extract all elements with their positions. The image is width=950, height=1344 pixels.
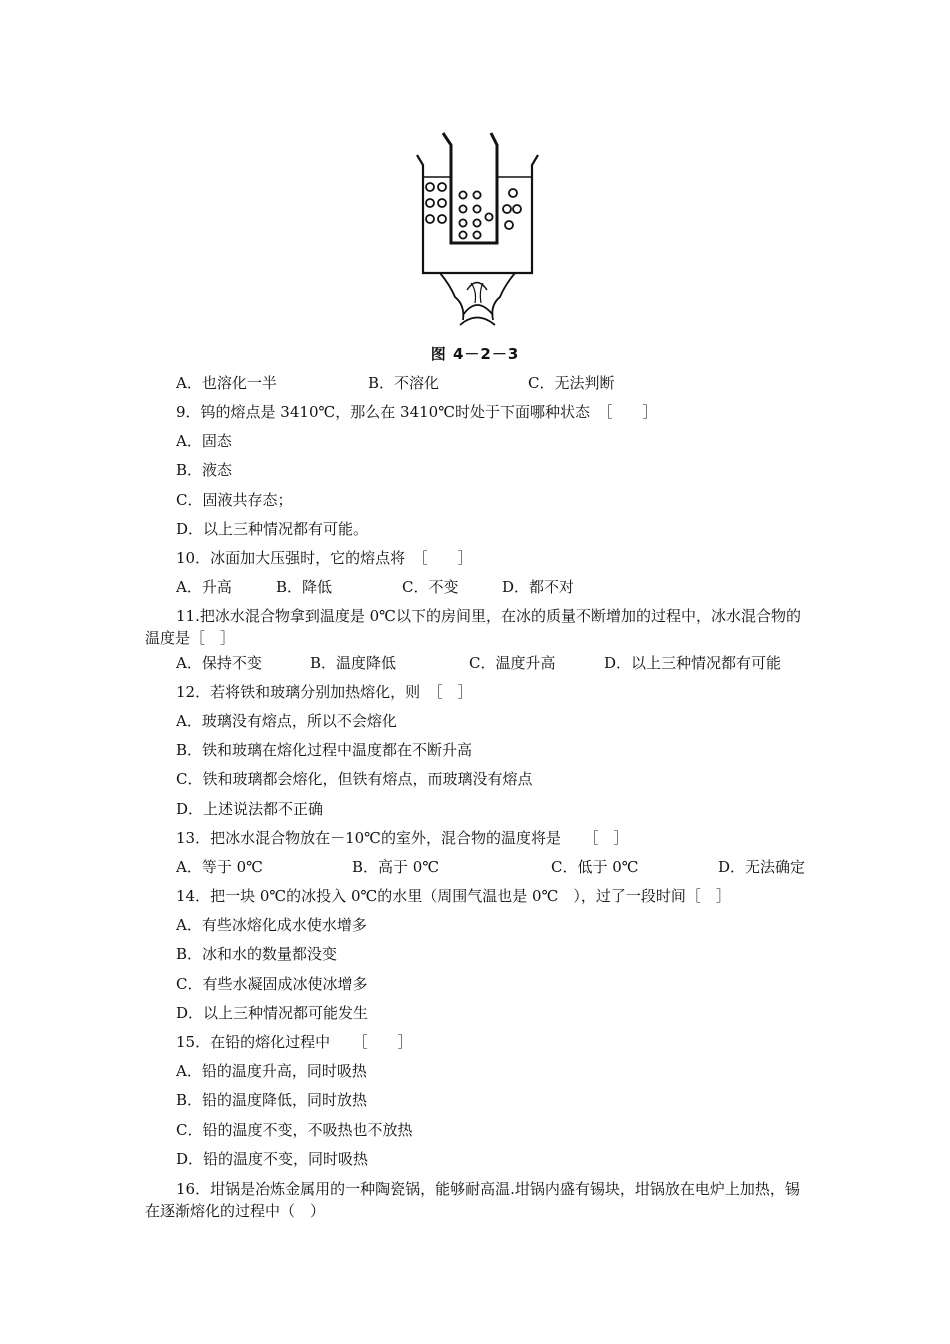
q10-option-a: A．升高 [176, 578, 232, 596]
q10-stem: 10．冰面加大压强时，它的熔点将 ［ ］ [176, 549, 473, 567]
q12-stem: 12．若将铁和玻璃分别加热熔化，则 ［ ］ [176, 683, 473, 701]
q12-option-b: B．铁和玻璃在熔化过程中温度都在不断升高 [176, 741, 473, 759]
q11-option-b: B．温度降低 [310, 654, 397, 672]
q9-option-d: D．以上三种情况都有可能。 [176, 520, 369, 538]
q8-option-c: C．无法判断 [528, 374, 615, 392]
q16-stem: 16．坩锅是冶炼金属用的一种陶瓷锅，能够耐高温.坩锅内盛有锡块，坩锅放在电炉上加热，锡在逐渐熔化的过程中（ ） [145, 1180, 800, 1220]
q11-option-a: A．保持不变 [176, 654, 262, 672]
q9-option-b: B．液态 [176, 461, 233, 479]
q14-option-a: A．有些冰熔化成水使水增多 [176, 916, 367, 934]
figure-caption: 图 4－2－3 [430, 345, 520, 363]
q9-option-a: A．固态 [176, 432, 232, 450]
q13-option-d: D．无法确定 [718, 858, 806, 876]
q10-option-b: B．降低 [276, 578, 333, 596]
beaker-heating-figure [405, 125, 550, 335]
q14-option-c: C．有些水凝固成冰使冰增多 [176, 975, 368, 993]
q8-option-b: B．不溶化 [368, 374, 440, 392]
q15-option-a: A．铅的温度升高，同时吸热 [176, 1062, 367, 1080]
q14-option-b: B．冰和水的数量都没变 [176, 945, 338, 963]
q11-option-c: C．温度升高 [469, 654, 556, 672]
q15-option-c: C．铅的温度不变，不吸热也不放热 [176, 1121, 413, 1139]
q9-option-c: C．固液共存态； [176, 491, 293, 509]
q11-option-d: D．以上三种情况都有可能 [604, 654, 782, 672]
q13-option-b: B．高于 0℃ [352, 858, 440, 876]
q12-option-c: C．铁和玻璃都会熔化，但铁有熔点，而玻璃没有熔点 [176, 770, 533, 788]
q13-stem: 13．把冰水混合物放在－10℃的室外，混合物的温度将是 ［ ］ [176, 829, 629, 847]
q11-stem: 11.把冰水混合物拿到温度是 0℃以下的房间里，在冰的质量不断增加的过程中，冰水混合物的温度是［ ］ [145, 607, 801, 647]
q14-option-d: D．以上三种情况都可能发生 [176, 1004, 369, 1022]
q15-stem: 15．在铅的熔化过程中 ［ ］ [176, 1033, 413, 1051]
q10-option-c: C．不变 [402, 578, 459, 596]
q15-option-b: B．铅的温度降低，同时放热 [176, 1091, 368, 1109]
q13-option-c: C．低于 0℃ [551, 858, 639, 876]
q8-option-a: A．也溶化一半 [176, 374, 277, 392]
q9-stem: 9．钨的熔点是 3410℃，那么在 3410℃时处于下面哪种状态 ［ ］ [176, 403, 658, 421]
q14-stem: 14．把一块 0℃的冰投入 0℃的水里（周围气温也是 0℃ ），过了一段时间［ ］ [176, 887, 731, 905]
q13-option-a: A．等于 0℃ [176, 858, 263, 876]
q10-option-d: D．都不对 [502, 578, 575, 596]
q15-option-d: D．铅的温度不变，同时吸热 [176, 1150, 369, 1168]
q12-option-a: A．玻璃没有熔点，所以不会熔化 [176, 712, 397, 730]
q12-option-d: D．上述说法都不正确 [176, 800, 324, 818]
